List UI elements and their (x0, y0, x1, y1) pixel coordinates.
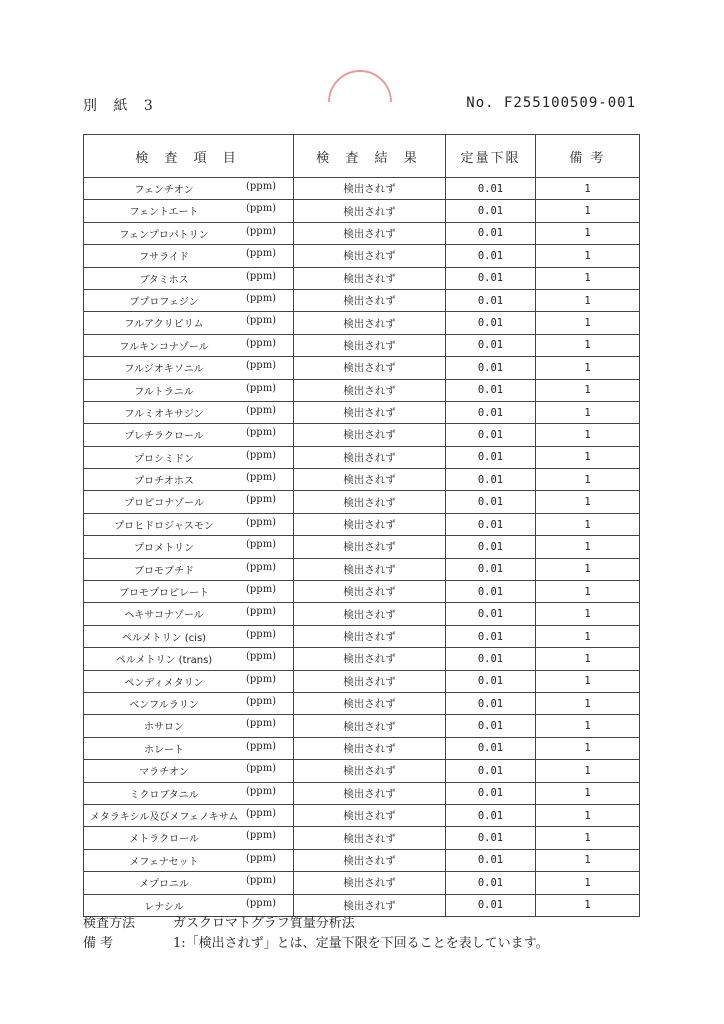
item-cell (84, 379, 294, 401)
item-name: フルアクリピリム (124, 319, 204, 331)
result-cell: 検出されず (294, 804, 446, 826)
item-cell (84, 804, 294, 826)
result-cell: 検出されず (294, 222, 446, 244)
item-name: プレチラクロール (124, 431, 204, 443)
table-row (84, 446, 640, 468)
header-item: 検 査 項 目 (84, 135, 294, 178)
table-row (84, 558, 640, 580)
table-row (84, 379, 640, 401)
item-name: ペルメトリン (cis) (121, 632, 207, 644)
result-cell: 検出されず (294, 245, 446, 267)
item-name: フルジオキソニル (124, 364, 204, 376)
item-unit: (ppm) (246, 472, 277, 484)
note-cell: 1 (536, 222, 640, 244)
item-name: メトラクロール (129, 834, 199, 846)
item-unit: (ppm) (246, 695, 277, 707)
table-row (84, 178, 640, 200)
table-row (84, 827, 640, 849)
item-name: フェントエート (129, 207, 199, 219)
table-row (84, 424, 640, 446)
item-unit: (ppm) (246, 225, 277, 237)
item-unit: (ppm) (246, 427, 277, 439)
item-unit: (ppm) (246, 897, 277, 909)
limit-cell: 0.01 (446, 424, 536, 446)
limit-cell: 0.01 (446, 267, 536, 289)
item-cell (84, 670, 294, 692)
item-unit: (ppm) (246, 606, 277, 618)
report-number: No. F255100509-001 (466, 95, 636, 111)
item-unit: (ppm) (246, 830, 277, 842)
item-name: フルミオキサジン (124, 408, 204, 420)
table-row (84, 872, 640, 894)
table-row (84, 334, 640, 356)
note-cell: 1 (536, 692, 640, 714)
table-row (84, 536, 640, 558)
limit-cell: 0.01 (446, 312, 536, 334)
item-cell (84, 200, 294, 222)
table-row (84, 200, 640, 222)
method-line (83, 912, 355, 931)
result-cell: 検出されず (294, 737, 446, 759)
limit-cell: 0.01 (446, 603, 536, 625)
note-cell: 1 (536, 894, 640, 916)
item-unit: (ppm) (246, 539, 277, 551)
item-cell (84, 558, 294, 580)
limit-cell: 0.01 (446, 401, 536, 423)
remarks-value: 1:「検出されず」とは、定量下限を下回ることを表しています。 (173, 936, 549, 951)
note-cell: 1 (536, 357, 640, 379)
item-unit: (ppm) (246, 673, 277, 685)
limit-cell: 0.01 (446, 581, 536, 603)
item-cell (84, 334, 294, 356)
seal-stamp (326, 70, 392, 102)
item-name: プロメトリン (134, 543, 194, 555)
item-cell (84, 625, 294, 647)
remarks-line (83, 932, 549, 951)
table-row (84, 222, 640, 244)
table-row (84, 804, 640, 826)
result-cell: 検出されず (294, 760, 446, 782)
table-row (84, 469, 640, 491)
note-cell: 1 (536, 872, 640, 894)
limit-cell: 0.01 (446, 222, 536, 244)
item-unit: (ppm) (246, 875, 277, 887)
limit-cell: 0.01 (446, 536, 536, 558)
result-cell: 検出されず (294, 849, 446, 871)
result-cell: 検出されず (294, 581, 446, 603)
table-row (84, 289, 640, 311)
note-cell: 1 (536, 849, 640, 871)
item-name: ブロモブチド (134, 565, 194, 577)
item-unit: (ppm) (246, 181, 277, 192)
item-cell (84, 737, 294, 759)
item-name: ミクロブタニル (129, 789, 199, 801)
item-unit: (ppm) (246, 382, 277, 394)
item-unit: (ppm) (246, 248, 277, 260)
item-name: ホサロン (144, 722, 184, 734)
result-cell: 検出されず (294, 357, 446, 379)
item-cell (84, 469, 294, 491)
table-row (84, 670, 640, 692)
item-name: ホレート (144, 744, 184, 756)
result-cell: 検出されず (294, 379, 446, 401)
table-row (84, 625, 640, 647)
method-label: 検査方法 (83, 916, 136, 931)
note-cell: 1 (536, 469, 640, 491)
note-cell: 1 (536, 513, 640, 535)
table-row (84, 648, 640, 670)
limit-cell: 0.01 (446, 245, 536, 267)
item-name: メフェナセット (129, 856, 199, 868)
result-cell: 検出されず (294, 625, 446, 647)
note-cell: 1 (536, 581, 640, 603)
item-unit: (ppm) (246, 763, 277, 775)
item-name: メプロニル (139, 879, 189, 891)
item-cell (84, 827, 294, 849)
limit-cell: 0.01 (446, 357, 536, 379)
result-cell: 検出されず (294, 827, 446, 849)
item-unit: (ppm) (246, 584, 277, 596)
limit-cell: 0.01 (446, 692, 536, 714)
result-cell: 検出されず (294, 312, 446, 334)
remarks-label: 備 考 (83, 936, 114, 951)
note-cell: 1 (536, 737, 640, 759)
item-cell (84, 782, 294, 804)
results-table (83, 134, 640, 917)
table-row (84, 737, 640, 759)
result-cell: 検出されず (294, 782, 446, 804)
table-row (84, 357, 640, 379)
header-result: 検 査 結 果 (294, 135, 446, 178)
note-cell: 1 (536, 424, 640, 446)
note-cell: 1 (536, 536, 640, 558)
result-cell: 検出されず (294, 491, 446, 513)
note-cell: 1 (536, 804, 640, 826)
result-cell: 検出されず (294, 692, 446, 714)
table-row (84, 267, 640, 289)
note-cell: 1 (536, 334, 640, 356)
item-name: フェンプロパトリン (119, 229, 209, 241)
item-unit: (ppm) (246, 203, 277, 215)
item-name: ペンディメタリン (124, 677, 204, 689)
result-cell: 検出されず (294, 670, 446, 692)
result-cell: 検出されず (294, 603, 446, 625)
item-unit: (ppm) (246, 270, 277, 282)
item-cell (84, 245, 294, 267)
item-name: フサライド (139, 252, 189, 264)
item-name: ヘキサコナゾール (124, 610, 204, 622)
note-cell: 1 (536, 401, 640, 423)
item-cell (84, 267, 294, 289)
item-cell (84, 692, 294, 714)
note-cell: 1 (536, 625, 640, 647)
result-cell: 検出されず (294, 334, 446, 356)
note-cell: 1 (536, 603, 640, 625)
note-cell: 1 (536, 200, 640, 222)
item-name: プロピコナゾール (124, 498, 204, 510)
limit-cell: 0.01 (446, 558, 536, 580)
item-unit: (ppm) (246, 360, 277, 372)
header-limit: 定量下限 (446, 135, 536, 178)
result-cell: 検出されず (294, 513, 446, 535)
item-name: プロヒドロジャスモン (114, 520, 214, 532)
result-cell: 検出されず (294, 424, 446, 446)
table-row (84, 513, 640, 535)
limit-cell: 0.01 (446, 670, 536, 692)
result-cell: 検出されず (294, 401, 446, 423)
limit-cell: 0.01 (446, 849, 536, 871)
table-row (84, 491, 640, 513)
table-row (84, 849, 640, 871)
limit-cell: 0.01 (446, 804, 536, 826)
table-row (84, 245, 640, 267)
note-cell: 1 (536, 827, 640, 849)
note-cell: 1 (536, 178, 640, 200)
result-cell: 検出されず (294, 446, 446, 468)
item-cell (84, 401, 294, 423)
limit-cell: 0.01 (446, 715, 536, 737)
item-name: ブプロフェジン (129, 296, 199, 308)
result-cell: 検出されず (294, 267, 446, 289)
item-cell (84, 222, 294, 244)
note-cell: 1 (536, 782, 640, 804)
table-header-row (84, 135, 640, 178)
item-unit: (ppm) (246, 292, 277, 304)
limit-cell: 0.01 (446, 737, 536, 759)
item-unit: (ppm) (246, 807, 277, 819)
item-name: フルトラニル (134, 386, 194, 398)
item-name: ブタミホス (139, 274, 189, 286)
item-unit: (ppm) (246, 449, 277, 461)
table-row (84, 715, 640, 737)
item-cell (84, 513, 294, 535)
limit-cell: 0.01 (446, 200, 536, 222)
item-cell (84, 357, 294, 379)
item-cell (84, 603, 294, 625)
item-name: プロシミドン (134, 453, 194, 465)
limit-cell: 0.01 (446, 178, 536, 200)
item-name: レナシル (144, 901, 184, 913)
table-row (84, 782, 640, 804)
item-unit: (ppm) (246, 494, 277, 506)
note-cell: 1 (536, 267, 640, 289)
note-cell: 1 (536, 446, 640, 468)
item-name: フェンチオン (134, 185, 194, 196)
result-cell: 検出されず (294, 894, 446, 916)
limit-cell: 0.01 (446, 513, 536, 535)
limit-cell: 0.01 (446, 760, 536, 782)
item-cell (84, 536, 294, 558)
note-cell: 1 (536, 312, 640, 334)
attachment-label: 別 紙 3 (83, 98, 159, 114)
note-cell: 1 (536, 760, 640, 782)
result-cell: 検出されず (294, 200, 446, 222)
item-unit: (ppm) (246, 315, 277, 327)
result-cell: 検出されず (294, 178, 446, 200)
method-value: ガスクロマトグラフ質量分析法 (173, 916, 355, 931)
item-cell (84, 424, 294, 446)
item-unit: (ppm) (246, 516, 277, 528)
item-cell (84, 648, 294, 670)
item-name: プロチオホス (134, 476, 194, 488)
note-cell: 1 (536, 289, 640, 311)
note-cell: 1 (536, 715, 640, 737)
header-note: 備 考 (536, 135, 640, 178)
item-cell (84, 289, 294, 311)
table-row (84, 760, 640, 782)
item-cell (84, 849, 294, 871)
item-name: ブロモプロピレート (119, 588, 209, 600)
table-row (84, 401, 640, 423)
item-unit: (ppm) (246, 651, 277, 663)
result-cell: 検出されず (294, 289, 446, 311)
item-cell (84, 581, 294, 603)
item-unit: (ppm) (246, 852, 277, 864)
item-cell (84, 715, 294, 737)
limit-cell: 0.01 (446, 625, 536, 647)
limit-cell: 0.01 (446, 648, 536, 670)
note-cell: 1 (536, 245, 640, 267)
item-unit: (ppm) (246, 718, 277, 730)
result-cell: 検出されず (294, 872, 446, 894)
limit-cell: 0.01 (446, 782, 536, 804)
limit-cell: 0.01 (446, 894, 536, 916)
result-cell: 検出されず (294, 558, 446, 580)
table-row (84, 603, 640, 625)
item-name: ペルメトリン (trans) (115, 655, 213, 667)
limit-cell: 0.01 (446, 469, 536, 491)
item-unit: (ppm) (246, 404, 277, 416)
table-row (84, 312, 640, 334)
table-row (84, 581, 640, 603)
note-cell: 1 (536, 670, 640, 692)
limit-cell: 0.01 (446, 334, 536, 356)
item-cell (84, 446, 294, 468)
limit-cell: 0.01 (446, 827, 536, 849)
item-cell (84, 491, 294, 513)
item-unit: (ppm) (246, 561, 277, 573)
result-cell: 検出されず (294, 648, 446, 670)
item-cell (84, 760, 294, 782)
note-cell: 1 (536, 648, 640, 670)
limit-cell: 0.01 (446, 379, 536, 401)
note-cell: 1 (536, 491, 640, 513)
item-unit: (ppm) (246, 740, 277, 752)
item-cell (84, 178, 294, 200)
item-name: ベンフルラリン (129, 699, 199, 711)
result-cell: 検出されず (294, 715, 446, 737)
item-name: メタラキシル及びメフェノキサム (89, 811, 239, 823)
limit-cell: 0.01 (446, 491, 536, 513)
item-name: フルキンコナゾール (119, 341, 209, 353)
item-name: マラチオン (139, 767, 189, 779)
limit-cell: 0.01 (446, 872, 536, 894)
note-cell: 1 (536, 558, 640, 580)
limit-cell: 0.01 (446, 289, 536, 311)
item-cell (84, 312, 294, 334)
result-cell: 検出されず (294, 469, 446, 491)
item-unit: (ppm) (246, 785, 277, 797)
item-cell (84, 872, 294, 894)
note-cell: 1 (536, 379, 640, 401)
item-unit: (ppm) (246, 337, 277, 349)
result-cell: 検出されず (294, 536, 446, 558)
limit-cell: 0.01 (446, 446, 536, 468)
item-unit: (ppm) (246, 628, 277, 640)
table-row (84, 692, 640, 714)
